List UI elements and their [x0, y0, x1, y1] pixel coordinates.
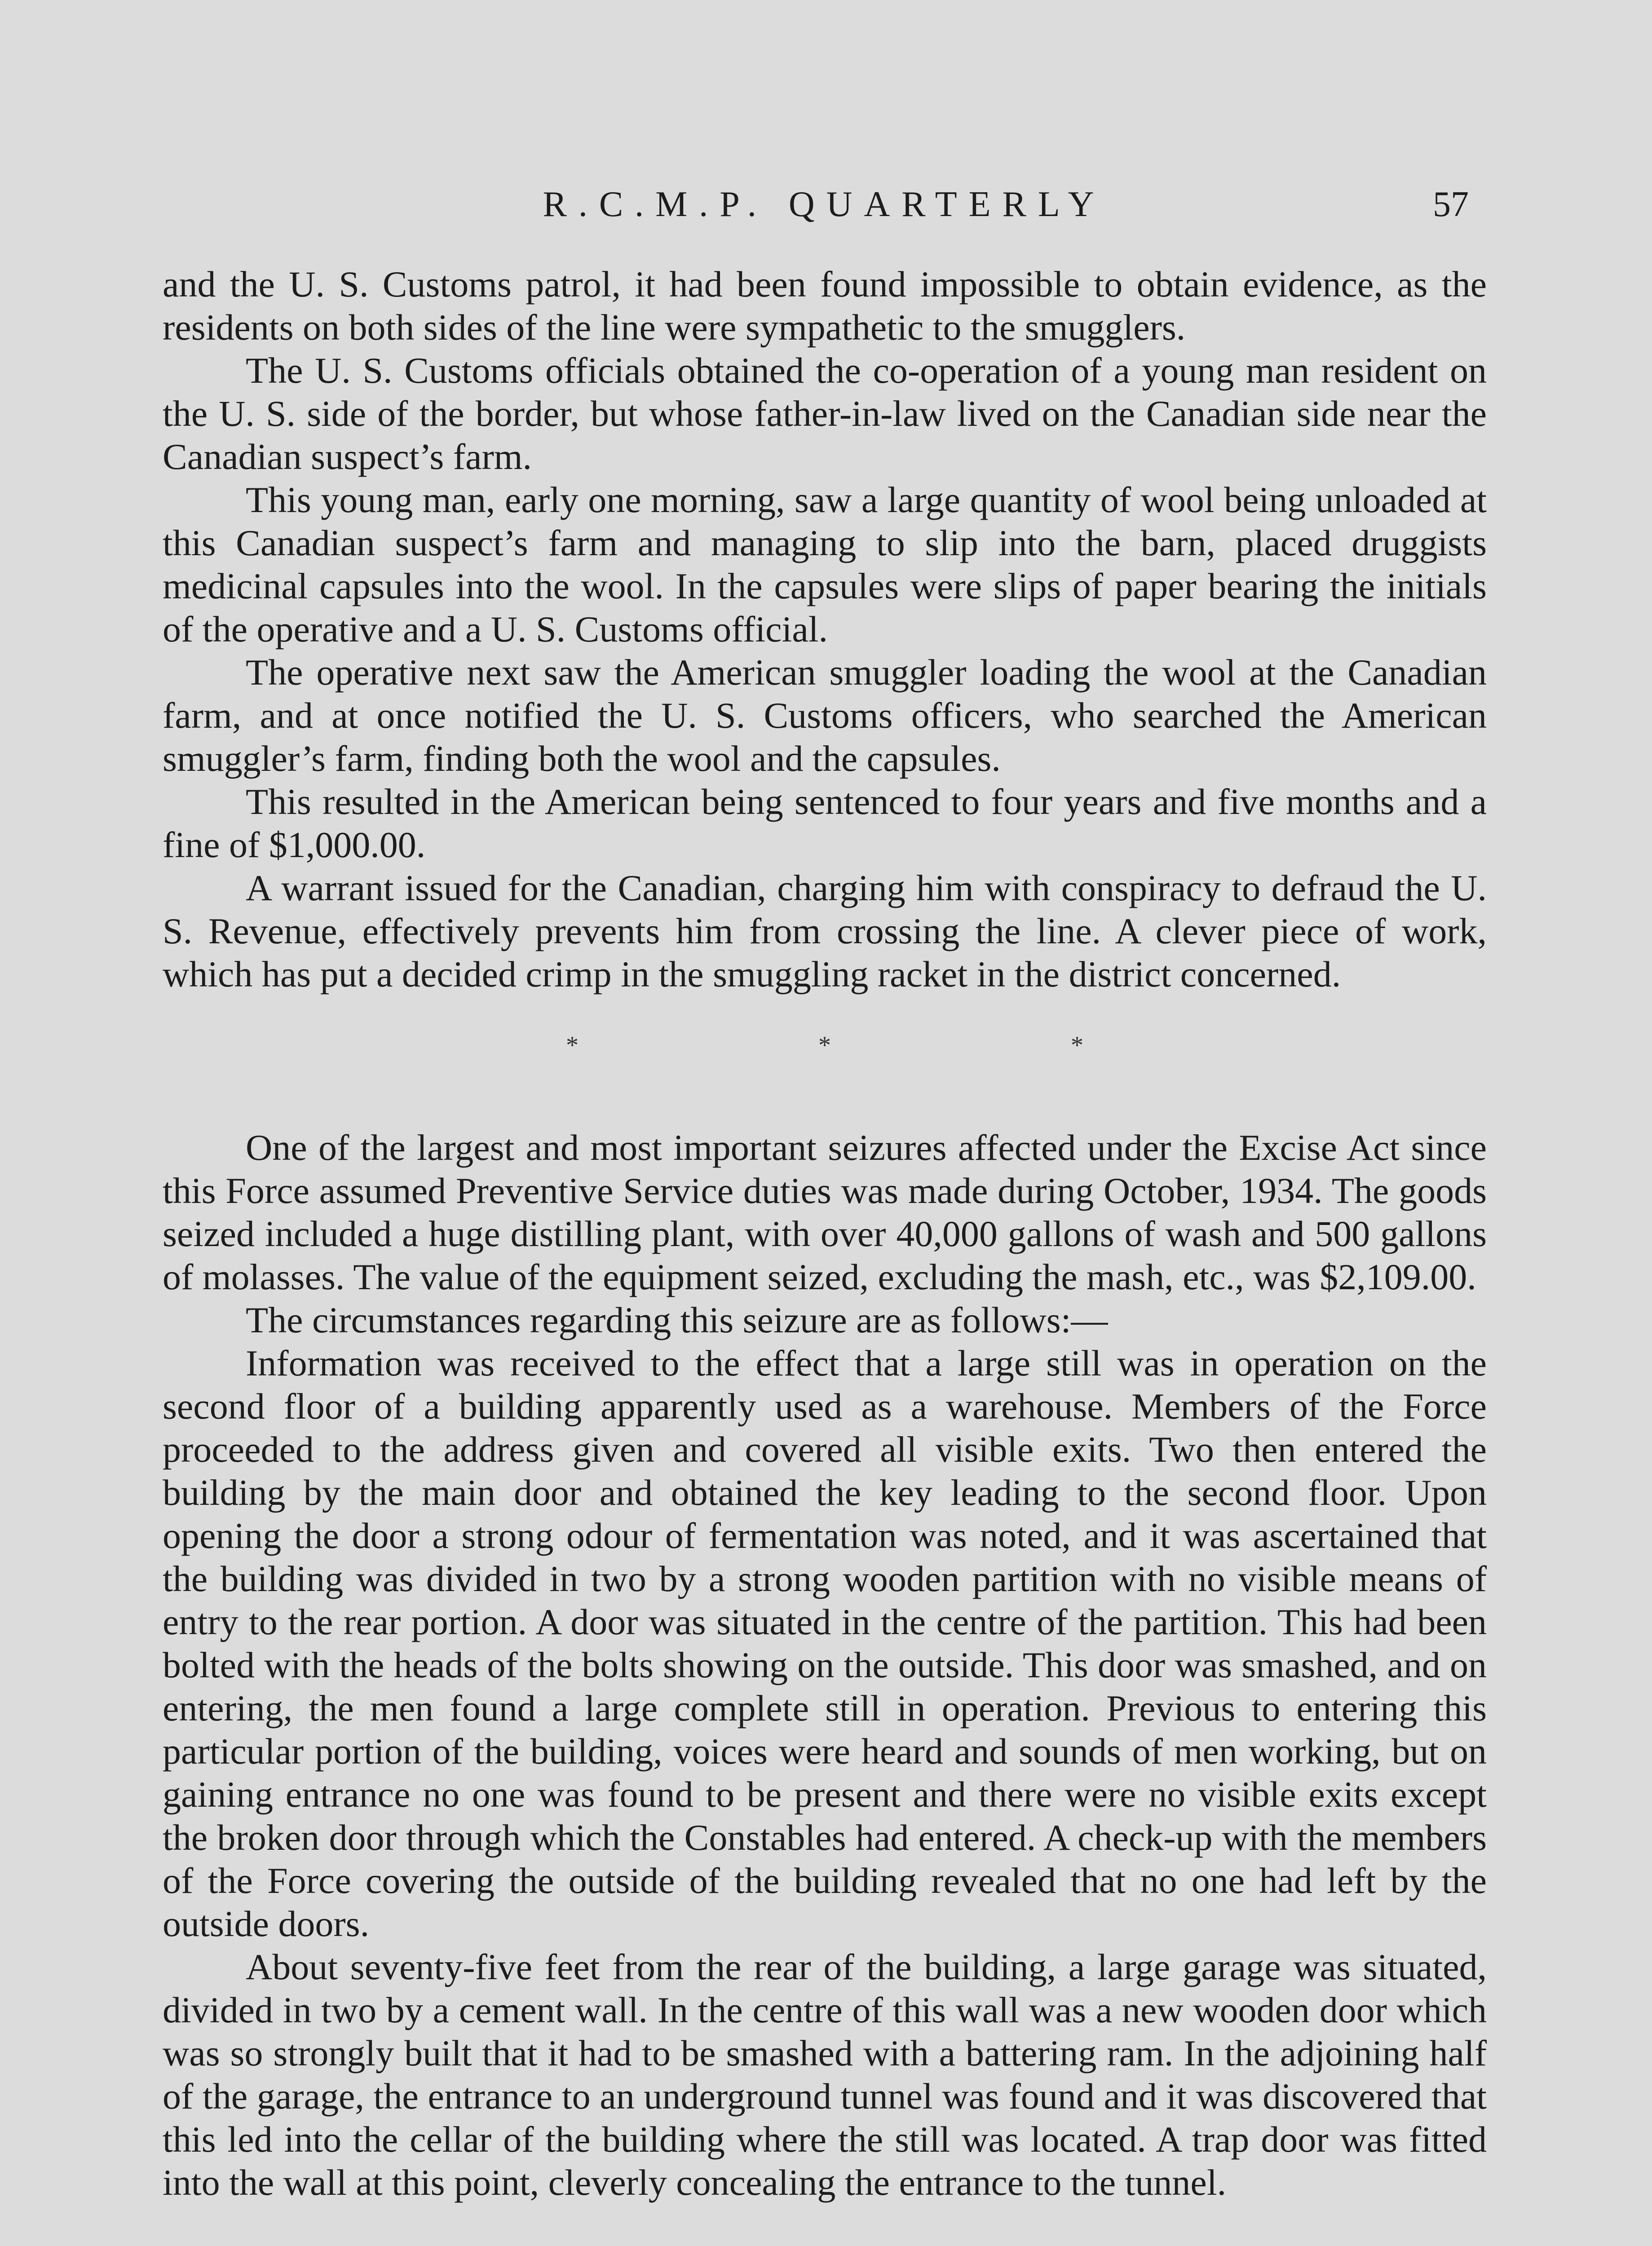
page-number: 57	[1433, 185, 1469, 224]
paragraph: Information was received to the effect that a large still was in operation on the second floor of a building apparently used as a warehouse. Members of the Force proceeded to the address given and covered all visible exits. Two then entered the building by the main door and obtained the key leading to the second floor. Upon opening the door a strong odour of fermentation was noted, and it was ascertained that the building was divided in two by a strong wooden partition with no visible means of entry to the rear portion. A door was situated in the centre of the partition. This had been bolted with the heads of the bolts showing on the outside. This door was smashed, and on entering, the men found a large complete still in operation. Previous to entering this particular portion of the building, voices were heard and sounds of men working, but on gaining entrance no one was found to be present and there were no visible exits except the broken door through which the Constables had entered. A check-up with the members of the Force covering the outside of the building revealed that no one had left by the outside doors.	[163, 1343, 1487, 1944]
section-divider: * * *	[566, 1031, 1200, 1059]
paragraph: A warrant issued for the Canadian, charging him with conspiracy to defraud the U. S. Revenue, effectively prevents him from crossing the line. A clever piece of work, which has put a decided crimp in the smuggling racket in the district concerned.	[163, 867, 1487, 995]
paragraph: The circumstances regarding this seizure are as follows:—	[246, 1300, 1108, 1340]
running-header	[162, 177, 1487, 231]
paragraph: This resulted in the American being sentenced to four years and five months and a fine of $1,000.00.	[163, 781, 1487, 865]
paragraph: This young man, early one morning, saw a large quantity of wool being unloaded at this Canadian suspect’s farm and managing to slip into the barn, placed druggists medicinal capsules into the wool. In the capsules were slips of paper bearing the initials of the operative and a U. S. Customs official.	[163, 479, 1487, 650]
paragraph: The U. S. Customs officials obtained the co-operation of a young man resident on the U. S. side of the border, but whose father-in-law lived on the Canadian side near the Canadian suspect’s farm.	[163, 350, 1487, 477]
paragraph: About seventy-five feet from the rear of the building, a large garage was situated, divided in two by a cement wall. In the centre of this wall was a new wooden door which was so strongly built that it had to be smashed with a battering ram. In the adjoining half of the garage, the entrance to an underground tunnel was found and it was discovered that this led into the cellar of the building where the still was located. A trap door was fitted into the wall at this point, cleverly concealing the entrance to the tunnel.	[163, 1946, 1487, 2203]
journal-title: R.C.M.P. QUARTERLY	[543, 185, 1106, 224]
paragraph: and the U. S. Customs patrol, it had been found impossible to obtain evidence, as the residents on both sides of the line were sympathetic to the smugglers.	[163, 264, 1487, 348]
paragraph: The operative next saw the American smuggler loading the wool at the Canadian farm, and at once notified the U. S. Customs officers, who searched the American smuggler’s farm, finding both the wool and the capsules.	[163, 652, 1487, 779]
article-continuation	[163, 263, 1487, 2204]
paragraph: One of the largest and most important seizures affected under the Excise Act since this Force assumed Preventive Service duties was made during October, 1934. The goods seized included a huge distilling plant, with over 40,000 gallons of wash and 500 gallons of molasses. The value of the equipment seized, excluding the mash, etc., was $2,109.00.	[163, 1127, 1487, 1297]
